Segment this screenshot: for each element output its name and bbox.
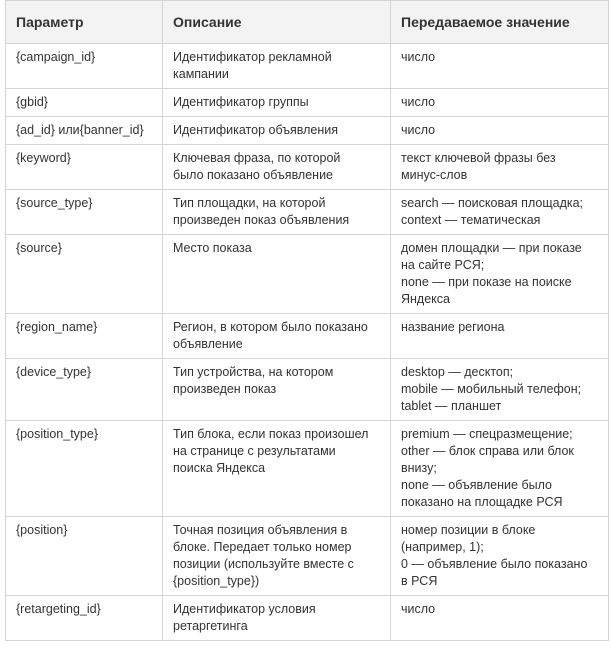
description-line: Тип площадки, на которой (173, 196, 326, 210)
description-line: Тип устройства, на котором (173, 365, 334, 379)
value-line: mobile — мобильный телефон; (401, 382, 582, 396)
cell-value (391, 596, 609, 641)
description-line: произведен показ (173, 382, 277, 396)
description-line: было показано объявление (173, 168, 334, 182)
cell-parameter: {gbid} (6, 89, 163, 117)
table-row (6, 359, 609, 421)
value-line: other — блок справа или блок (401, 444, 574, 458)
table-row (6, 89, 609, 117)
description-line: кампании (173, 67, 229, 81)
header-parameter: Параметр (6, 1, 163, 44)
value-line: search — поисковая площадка; (401, 196, 584, 210)
description-line: ретаргетинга (173, 619, 248, 633)
cell-value (391, 421, 609, 517)
cell-parameter: {keyword} (6, 145, 163, 190)
description-line: Идентификатор объявления (173, 123, 339, 137)
description-line: позиции (используйте вместе с (173, 557, 354, 571)
cell-parameter: {campaign_id} (6, 44, 163, 89)
description-line: Место показа (173, 241, 252, 255)
description-line: Идентификатор условия (173, 602, 316, 616)
value-line: context — тематическая (401, 213, 541, 227)
header-value: Передаваемое значение (391, 1, 609, 44)
parameters-table (5, 0, 609, 641)
table-row (6, 314, 609, 359)
cell-parameter: {device_type} (6, 359, 163, 421)
cell-description (163, 314, 391, 359)
cell-description (163, 89, 391, 117)
table-row (6, 190, 609, 235)
cell-parameter: {position} (6, 517, 163, 596)
value-line: минус-слов (401, 168, 468, 182)
value-line: на сайте РСЯ; (401, 258, 485, 272)
cell-parameter: {source_type} (6, 190, 163, 235)
description-line: на странице с результатами (173, 444, 336, 458)
table-row (6, 44, 609, 89)
table-row (6, 117, 609, 145)
value-line: (например, 1); (401, 540, 484, 554)
description-line: произведен показ объявления (173, 213, 350, 227)
value-line: номер позиции в блоке (401, 523, 536, 537)
value-line: число (401, 123, 436, 137)
table-header-row (6, 1, 609, 44)
value-line: показано на площадке РСЯ (401, 495, 563, 509)
description-line: Идентификатор группы (173, 95, 309, 109)
value-line: текст ключевой фразы без (401, 151, 556, 165)
description-line: Точная позиция объявления в (173, 523, 348, 537)
value-line: desktop — десктоп; (401, 365, 514, 379)
cell-parameter: {retargeting_id} (6, 596, 163, 641)
value-line: число (401, 95, 436, 109)
cell-value (391, 235, 609, 314)
cell-description (163, 421, 391, 517)
table-row (6, 517, 609, 596)
value-line: внизу; (401, 461, 437, 475)
value-line: none — объявление было (401, 478, 552, 492)
cell-value (391, 145, 609, 190)
cell-description (163, 117, 391, 145)
cell-value (391, 359, 609, 421)
cell-description (163, 596, 391, 641)
value-line: 0 — объявление было показано (401, 557, 588, 571)
value-line: число (401, 602, 436, 616)
cell-description (163, 145, 391, 190)
cell-value (391, 190, 609, 235)
cell-description (163, 190, 391, 235)
description-line: Тип блока, если показ произошел (173, 427, 369, 441)
value-line: premium — спецразмещение; (401, 427, 573, 441)
description-line: Регион, в котором было показано (173, 320, 368, 334)
value-line: в РСЯ (401, 574, 438, 588)
table-body (6, 44, 609, 641)
value-line: домен площадки — при показе (401, 241, 582, 255)
cell-value (391, 44, 609, 89)
table-row (6, 421, 609, 517)
cell-value (391, 517, 609, 596)
cell-parameter: {position_type} (6, 421, 163, 517)
cell-description (163, 359, 391, 421)
cell-description (163, 517, 391, 596)
value-line: название региона (401, 320, 505, 334)
header-description: Описание (163, 1, 391, 44)
cell-description (163, 235, 391, 314)
cell-value (391, 117, 609, 145)
cell-parameter: {source} (6, 235, 163, 314)
value-line: число (401, 50, 436, 64)
table-row (6, 596, 609, 641)
table-row (6, 235, 609, 314)
cell-description (163, 44, 391, 89)
cell-value (391, 89, 609, 117)
description-line: блоке. Передает только номер (173, 540, 352, 554)
description-line: {position_type}) (173, 574, 260, 588)
table-row (6, 145, 609, 190)
description-line: Идентификатор рекламной (173, 50, 332, 64)
value-line: Яндекса (401, 292, 450, 306)
cell-parameter: {ad_id} или{banner_id} (6, 117, 163, 145)
value-line: tablet — планшет (401, 399, 502, 413)
description-line: Ключевая фраза, по которой (173, 151, 341, 165)
value-line: none — при показе на поиске (401, 275, 572, 289)
description-line: поиска Яндекса (173, 461, 266, 475)
cell-value (391, 314, 609, 359)
description-line: объявление (173, 337, 243, 351)
cell-parameter: {region_name} (6, 314, 163, 359)
